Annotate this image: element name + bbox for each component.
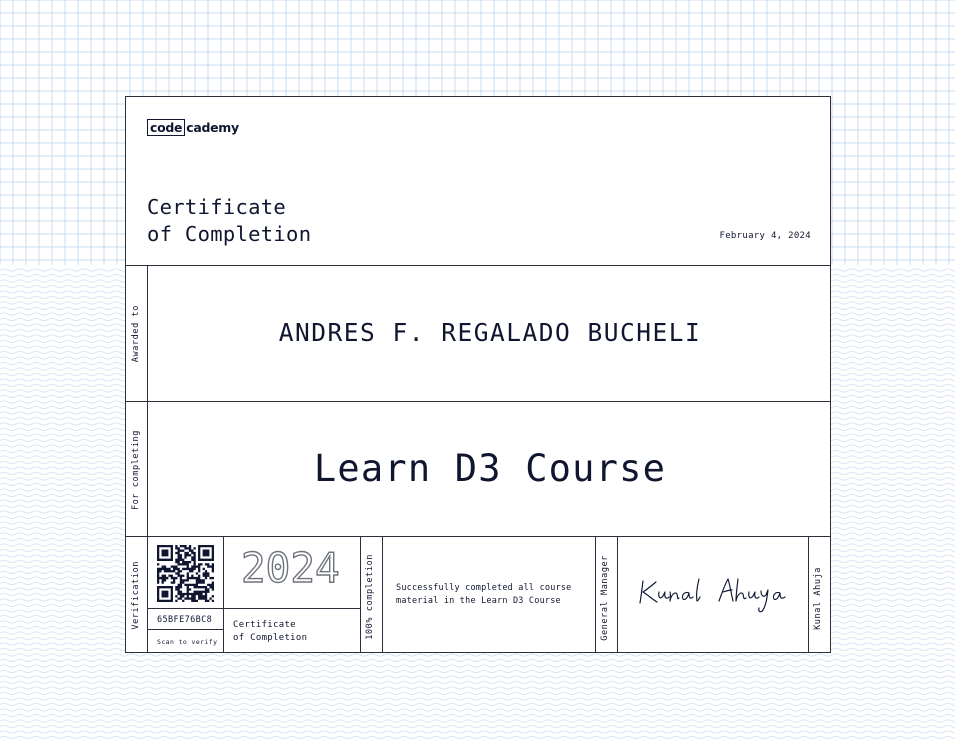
- certificate-title: [147, 194, 311, 248]
- description-line-1: Successfully completed all course: [396, 583, 572, 593]
- cert-small-line-1: Certificate: [233, 620, 296, 630]
- signatory-title: General Manager: [600, 555, 610, 641]
- course-name: Learn D3 Course: [313, 447, 667, 490]
- divider: [382, 536, 383, 652]
- codecademy-logo: [147, 117, 239, 137]
- certificate-year: 2024: [241, 544, 340, 592]
- divider: [617, 536, 618, 652]
- for-completing-label: For completing: [131, 430, 141, 511]
- divider: [147, 629, 223, 630]
- divider: [223, 608, 360, 609]
- verification-label: Verification: [131, 561, 141, 630]
- qr-code[interactable]: [157, 545, 214, 602]
- title-line-1: Certificate: [147, 195, 287, 219]
- logo-cademy-text: cademy: [186, 119, 239, 135]
- divider: [808, 536, 809, 652]
- certificate-small-label: [233, 619, 307, 645]
- issue-date: February 4, 2024: [719, 231, 811, 241]
- verification-code: 65BFE76BC8: [157, 615, 213, 625]
- qr-modules: [157, 545, 214, 602]
- completion-percentage-label: 100% completion: [365, 554, 375, 640]
- recipient-name: ANDRES F. REGALADO BUCHELI: [278, 318, 702, 347]
- divider: [126, 265, 830, 266]
- cert-small-line-2: of Completion: [233, 633, 308, 643]
- signature-image: [637, 573, 792, 615]
- completion-description: [396, 582, 596, 608]
- signatory-name: Kunal Ahuja: [813, 567, 823, 630]
- certificate: [125, 96, 831, 653]
- divider: [147, 608, 223, 609]
- divider: [223, 536, 224, 652]
- divider: [360, 536, 361, 652]
- divider: [126, 401, 830, 402]
- logo-code-box: code: [147, 119, 185, 136]
- title-line-2: of Completion: [147, 222, 312, 246]
- divider: [126, 536, 830, 537]
- description-line-2: material in the Learn D3 Course: [396, 596, 561, 606]
- awarded-to-label: Awarded to: [131, 305, 141, 363]
- scan-to-verify-text: Scan to verify: [157, 638, 218, 646]
